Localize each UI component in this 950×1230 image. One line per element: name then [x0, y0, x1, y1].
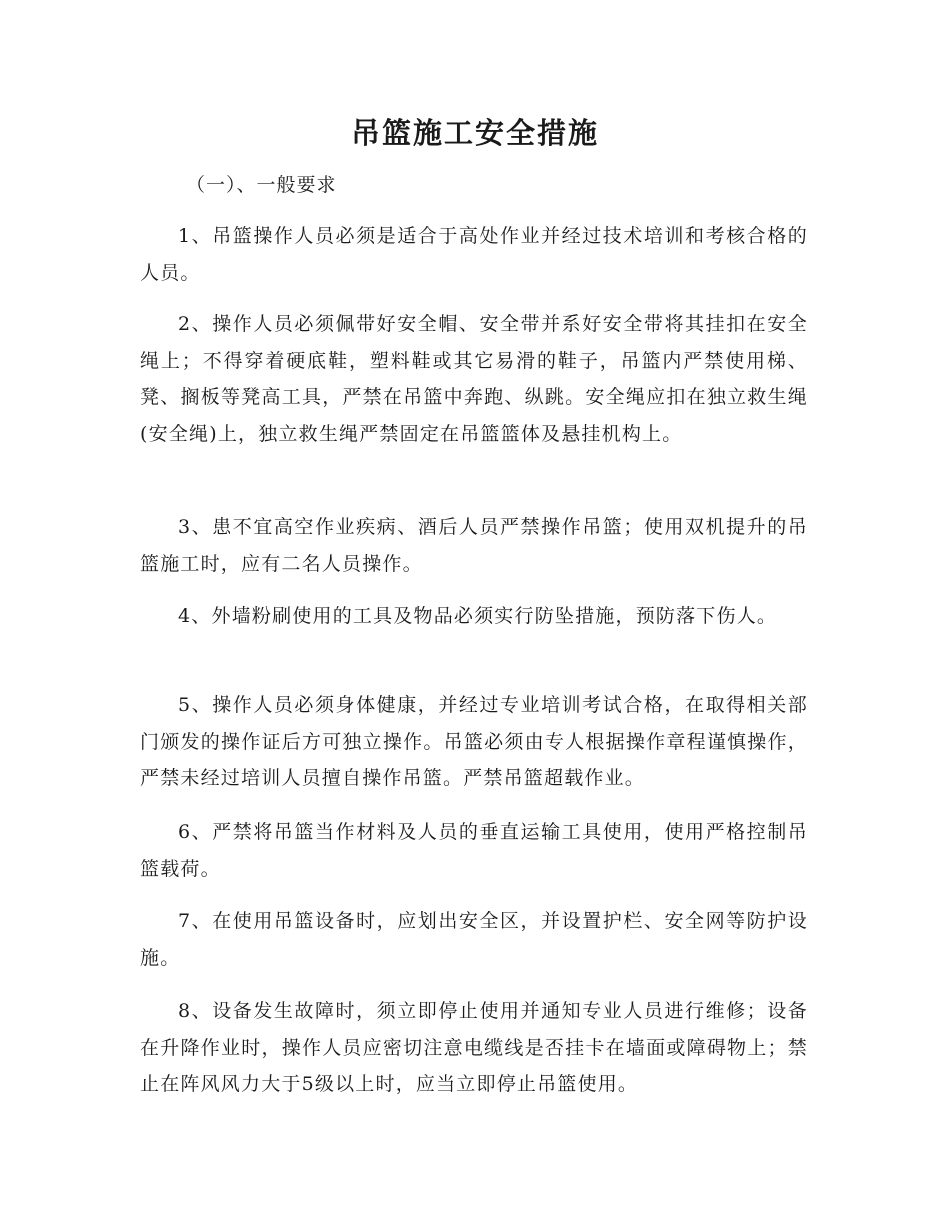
paragraph-6: 6、严禁将吊篮当作材料及人员的垂直运输工具使用，使用严格控制吊篮载荷。 [140, 821, 808, 880]
section-heading: （一）、一般要求 [186, 174, 337, 196]
paragraph-3: 3、患不宜高空作业疾病、酒后人员严禁操作吊篮；使用双机提升的吊篮施工时，应有二名人员操作。 [140, 516, 808, 575]
paragraph-7: 7、在使用吊篮设备时，应划出安全区，并设置护栏、安全网等防护设施。 [140, 910, 808, 969]
paragraph-2: 2、操作人员必须佩带好安全帽、安全带并系好安全带将其挂扣在安全绳上；不得穿着硬底鞋，塑料鞋或其它易滑的鞋子，吊篮内严禁使用梯、凳、搁板等凳高工具，严禁在吊篮中奔跑、纵跳。安全绳应扣在独立救生绳(安全绳)上，独立救生绳严禁固定在吊篮篮体及悬挂机构上。 [140, 313, 808, 445]
paragraph-5: 5、操作人员必须身体健康，并经过专业培训考试合格，在取得相关部门颁发的操作证后方可独立操作。吊篮必须由专人根据操作章程谨慎操作，严禁未经过培训人员擅自操作吊篮。严禁吊篮超载作业。 [140, 694, 808, 789]
document-title: 吊篮施工安全措施 [350, 116, 599, 150]
paragraph-4: 4、外墙粉刷使用的工具及物品必须实行防坠措施，预防落下伤人。 [178, 605, 778, 627]
paragraph-8: 8、设备发生故障时，须立即停止使用并通知专业人员进行维修；设备在升降作业时，操作人员应密切注意电缆线是否挂卡在墙面或障碍物上；禁止在阵风风力大于5级以上时，应当立即停止吊篮使用。 [140, 1000, 808, 1095]
paragraph-1: 1、吊篮操作人员必须是适合于高处作业并经过技术培训和考核合格的人员。 [140, 225, 808, 284]
